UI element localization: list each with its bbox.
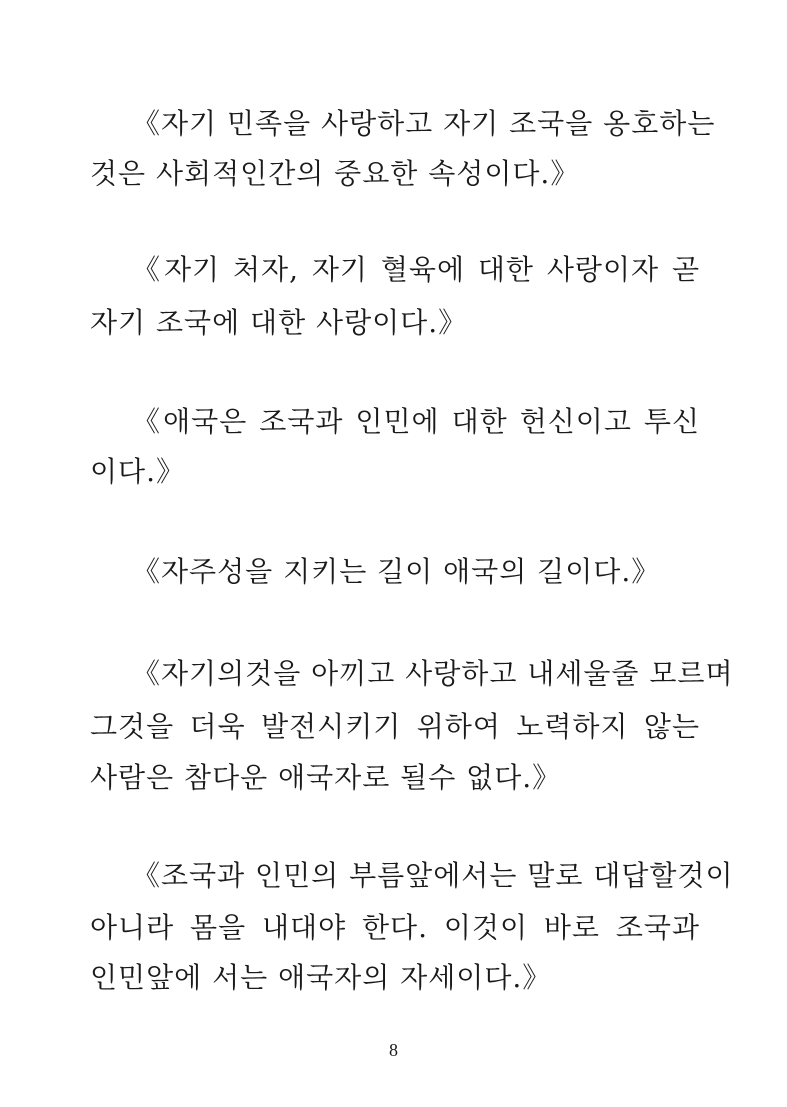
paragraph-6-line-3: 인민앞에 서는 애국자의 자세이다.》 (90, 961, 552, 994)
paragraph-1-line-1: 《자기 민족을 사랑하고 자기 조국을 옹호하는 (132, 107, 716, 140)
paragraph-6-line-2: 아니라 몸을 내대야 한다. 이것이 바로 조국과 (90, 911, 700, 944)
paragraph-5-line-1: 《자기의것을 아끼고 사랑하고 내세울줄 모르며 (132, 657, 734, 690)
paragraph-5-line-2: 그것을 더욱 발전시키기 위하여 노력하지 않는 (90, 710, 700, 743)
paragraph-2-line-1: 《자기 처자, 자기 혈육에 대한 사랑이자 곧 (132, 253, 700, 286)
paragraph-5-line-3: 사람은 참다운 애국자로 될수 없다.》 (90, 761, 562, 794)
paragraph-4-line-1: 《자주성을 지키는 길이 애국의 길이다.》 (132, 555, 661, 588)
paragraph-3-line-1: 《애국은 조국과 인민에 대한 헌신이고 투신 (132, 405, 700, 438)
paragraph-2-line-2: 자기 조국에 대한 사랑이다.》 (90, 306, 468, 339)
paragraph-1-line-2: 것은 사회적인간의 중요한 속성이다.》 (90, 157, 580, 190)
paragraph-6-line-1: 《조국과 인민의 부름앞에서는 말로 대답할것이 (132, 859, 734, 892)
page-number: 8 (389, 1040, 398, 1060)
paragraph-3-line-2: 이다.》 (90, 455, 185, 488)
